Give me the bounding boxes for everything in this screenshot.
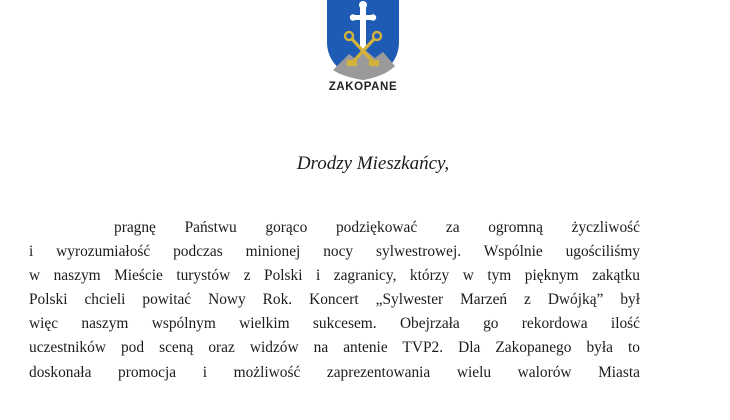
letter-body bbox=[29, 216, 640, 385]
letter-line: więc naszym wspólnym wielkim sukcesem. Obejrzała go rekordowa ilość bbox=[29, 315, 640, 333]
crest-caption: ZAKOPANE bbox=[328, 81, 398, 93]
letter-line: doskonała promocja i możliwość zaprezentowania wielu walorów Miasta bbox=[29, 363, 640, 381]
letter-line: uczestników pod sceną oraz widzów na antenie TVP2. Dla Zakopanego była to bbox=[29, 339, 640, 357]
zakopane-crest-icon bbox=[325, 0, 401, 80]
letter-greeting: Drodzy Mieszkańcy, bbox=[296, 153, 450, 174]
letter-line: Polski chcieli powitać Nowy Rok. Koncert „Sylwester Marzeń z Dwójką” był bbox=[29, 291, 640, 309]
letter-line: pragnę Państwu gorąco podziękować za ogromną życzliwość bbox=[114, 219, 640, 236]
letter-line: i wyrozumiałość podczas minionej nocy sylwestrowej. Wspólnie ugościliśmy bbox=[29, 243, 640, 261]
letter-line: w naszym Mieście turystów z Polski i zagranicy, którzy w tym pięknym zakątku bbox=[29, 267, 640, 285]
